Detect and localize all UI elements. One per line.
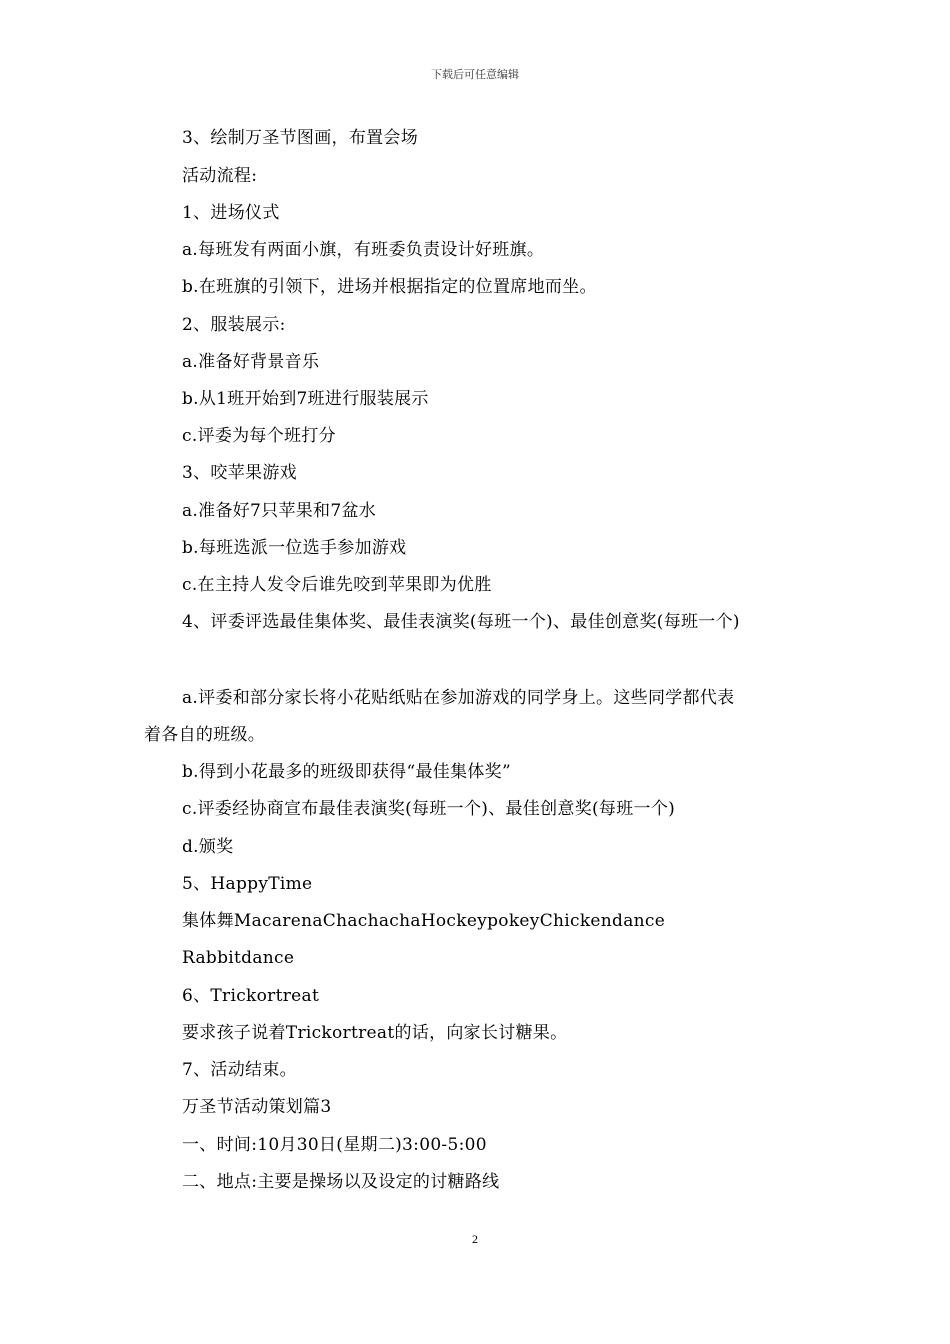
text-line: 着各自的班级。 (144, 725, 266, 745)
text-line: a.每班发有两面小旗，有班委负责设计好班旗。 (182, 240, 545, 260)
page-header: 下载后可任意编辑 (431, 68, 519, 81)
text-line: 6、Trickortreat (182, 986, 320, 1006)
text-line: b.每班选派一位选手参加游戏 (182, 538, 407, 558)
text-line: b.得到小花最多的班级即获得“最佳集体奖” (182, 762, 511, 782)
text-line: 万圣节活动策划篇3 (182, 1097, 332, 1117)
text-line: d.颁奖 (182, 837, 234, 857)
text-line: 5、HappyTime (182, 874, 313, 894)
text-line: a.准备好背景音乐 (182, 352, 320, 372)
text-line: 3、绘制万圣节图画，布置会场 (182, 128, 419, 148)
text-line: 7、活动结束。 (182, 1060, 297, 1080)
text-line: 活动流程: (182, 166, 258, 186)
text-line: 集体舞MacarenaChachachaHockeypokeyChickendance (182, 911, 666, 931)
text-line: c.评委为每个班打分 (182, 426, 336, 446)
text-line: 3、咬苹果游戏 (182, 463, 297, 483)
text-line: c.评委经协商宣布最佳表演奖(每班一个)、最佳创意奖(每班一个) (182, 799, 676, 819)
page-number: 2 (472, 1232, 478, 1246)
text-line: c.在主持人发令后谁先咬到苹果即为优胜 (182, 575, 492, 595)
text-line: 二、地点:主要是操场以及设定的讨糖路线 (182, 1172, 500, 1192)
text-line: a.准备好7只苹果和7盆水 (182, 501, 377, 521)
text-line: a.评委和部分家长将小花贴纸贴在参加游戏的同学身上。这些同学都代表 (182, 688, 735, 708)
text-line: 要求孩子说着Trickortreat的话，向家长讨糖果。 (182, 1023, 568, 1043)
text-line: Rabbitdance (182, 948, 295, 968)
text-line: 2、服装展示: (182, 315, 286, 335)
text-line: 1、进场仪式 (182, 203, 280, 223)
text-line: b.从1班开始到7班进行服装展示 (182, 389, 429, 409)
text-line: 一、时间:10月30日(星期二)3:00-5:00 (182, 1135, 487, 1155)
text-line: b.在班旗的引领下，进场并根据指定的位置席地而坐。 (182, 277, 597, 297)
text-line: 4、评委评选最佳集体奖、最佳表演奖(每班一个)、最佳创意奖(每班一个) (182, 612, 740, 632)
